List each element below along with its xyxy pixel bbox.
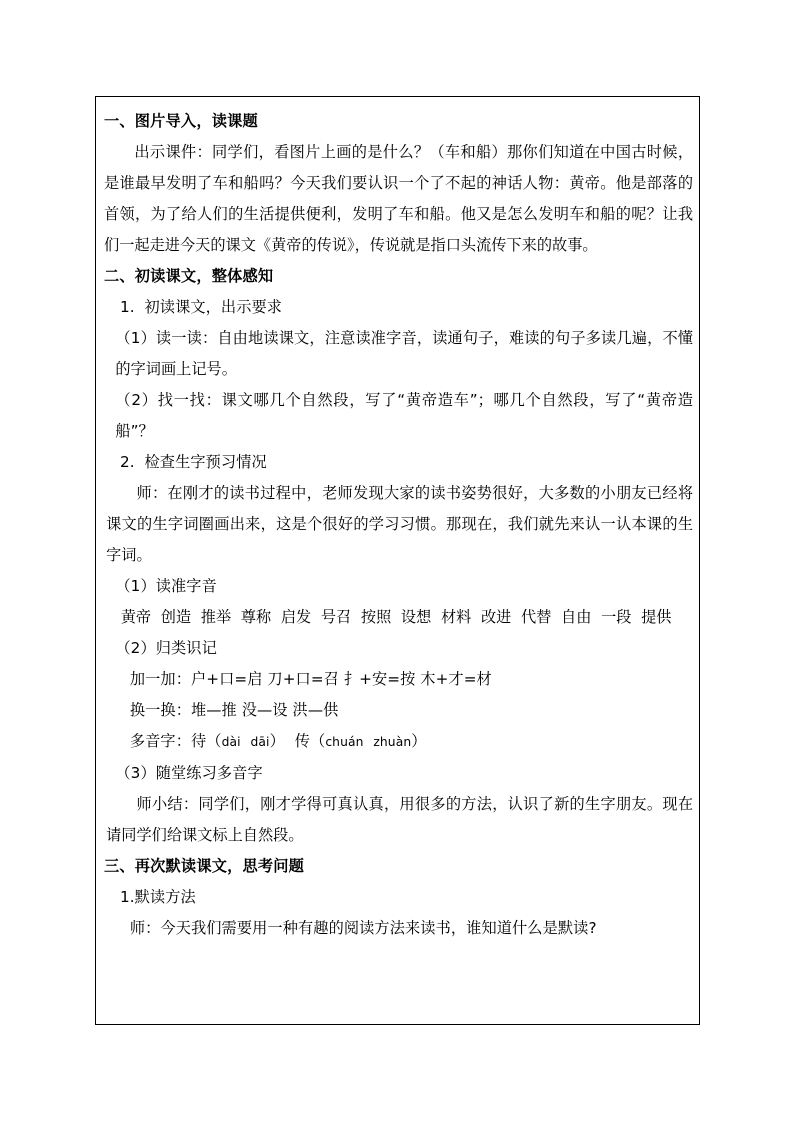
- section-heading-2: 二、初读课文，整体感知: [104, 267, 274, 285]
- lesson-plan-cell: [96, 97, 699, 944]
- pinyin-zhuan4: zhuàn: [373, 735, 412, 749]
- sub-item-1-1: （1）读一读：自由地读课文，注意读准字音，读通句子，难读的句子多读几遍，不懂的字词画上记号。: [115, 329, 693, 378]
- teacher-speech-1: 师：在刚才的读书过程中，老师发现大家的读书姿势很好，大多数的小朋友已经将课文的生字词圈画出来，这是个很好的学习习惯。那现在，我们就先来认一认本课的生字词。: [106, 484, 693, 564]
- sub-item-2-1: （1）读准字音: [115, 577, 217, 595]
- polyphone-label: 多音字：: [129, 732, 191, 750]
- pinyin-dai4: dài: [221, 735, 241, 749]
- polyphone-readings-2: （chuán zhuàn）: [310, 732, 427, 750]
- sub-item-1-2: （2）找一找：课文哪几个自然段，写了“黄帝造车”；哪几个自然段，写了“黄帝造船”？: [115, 391, 693, 440]
- section-1-paragraph: 出示课件：同学们，看图片上画的是什么？（车和船）那你们知道在中国古时候，是谁最早发明了车和船吗？今天我们要认识一个了不起的神话人物：黄帝。他是部落的首领，为了给人们的生活提供便利，发明了车和船。他又是怎么发明车和船的呢？让我们一起走进今天的课文《黄帝的传说》，传说就是指口头流传下来的故事。: [104, 143, 693, 254]
- polyphone-line: [104, 726, 693, 758]
- section-heading-1: 一、图片导入，读课题: [104, 112, 258, 130]
- list-item-1: 1. 初读课文，出示要求: [119, 298, 283, 316]
- lesson-plan-table: [95, 96, 700, 1025]
- polyphone-char-2: 传: [294, 732, 311, 750]
- sub-item-2-2: （2）归类识记: [115, 639, 217, 657]
- section-heading-3: 三、再次默读课文，思考问题: [104, 857, 305, 875]
- pinyin-chuan2: chuán: [325, 735, 364, 749]
- list-item-3-1: 1.默读方法: [119, 888, 196, 906]
- pinyin-dai1: dāi: [250, 735, 270, 749]
- teacher-summary: 师小结：同学们，刚才学得可真认真，用很多的方法，认识了新的生字朋友。现在请同学们给课文标上自然段。: [106, 795, 693, 844]
- polyphone-readings-1: （dài dāi）: [206, 732, 285, 750]
- vocabulary-list: 黄帝 创造 推举 尊称 启发 号召 按照 设想 材料 改进 代替 自由 一段 提供: [120, 608, 672, 626]
- polyphone-char-1: 待: [190, 732, 207, 750]
- teacher-speech-2: 师：今天我们需要用一种有趣的阅读方法来读书，谁知道什么是默读?: [129, 919, 597, 937]
- character-add-line: 加一加：户+口=启 刀+口=召 扌+安=按 木+才=材: [129, 670, 492, 688]
- sub-item-2-3: （3）随堂练习多音字: [115, 764, 263, 782]
- list-item-2: 2. 检查生字预习情况: [119, 453, 267, 471]
- character-swap-line: 换一换：堆—推 没—设 洪—供: [129, 701, 339, 719]
